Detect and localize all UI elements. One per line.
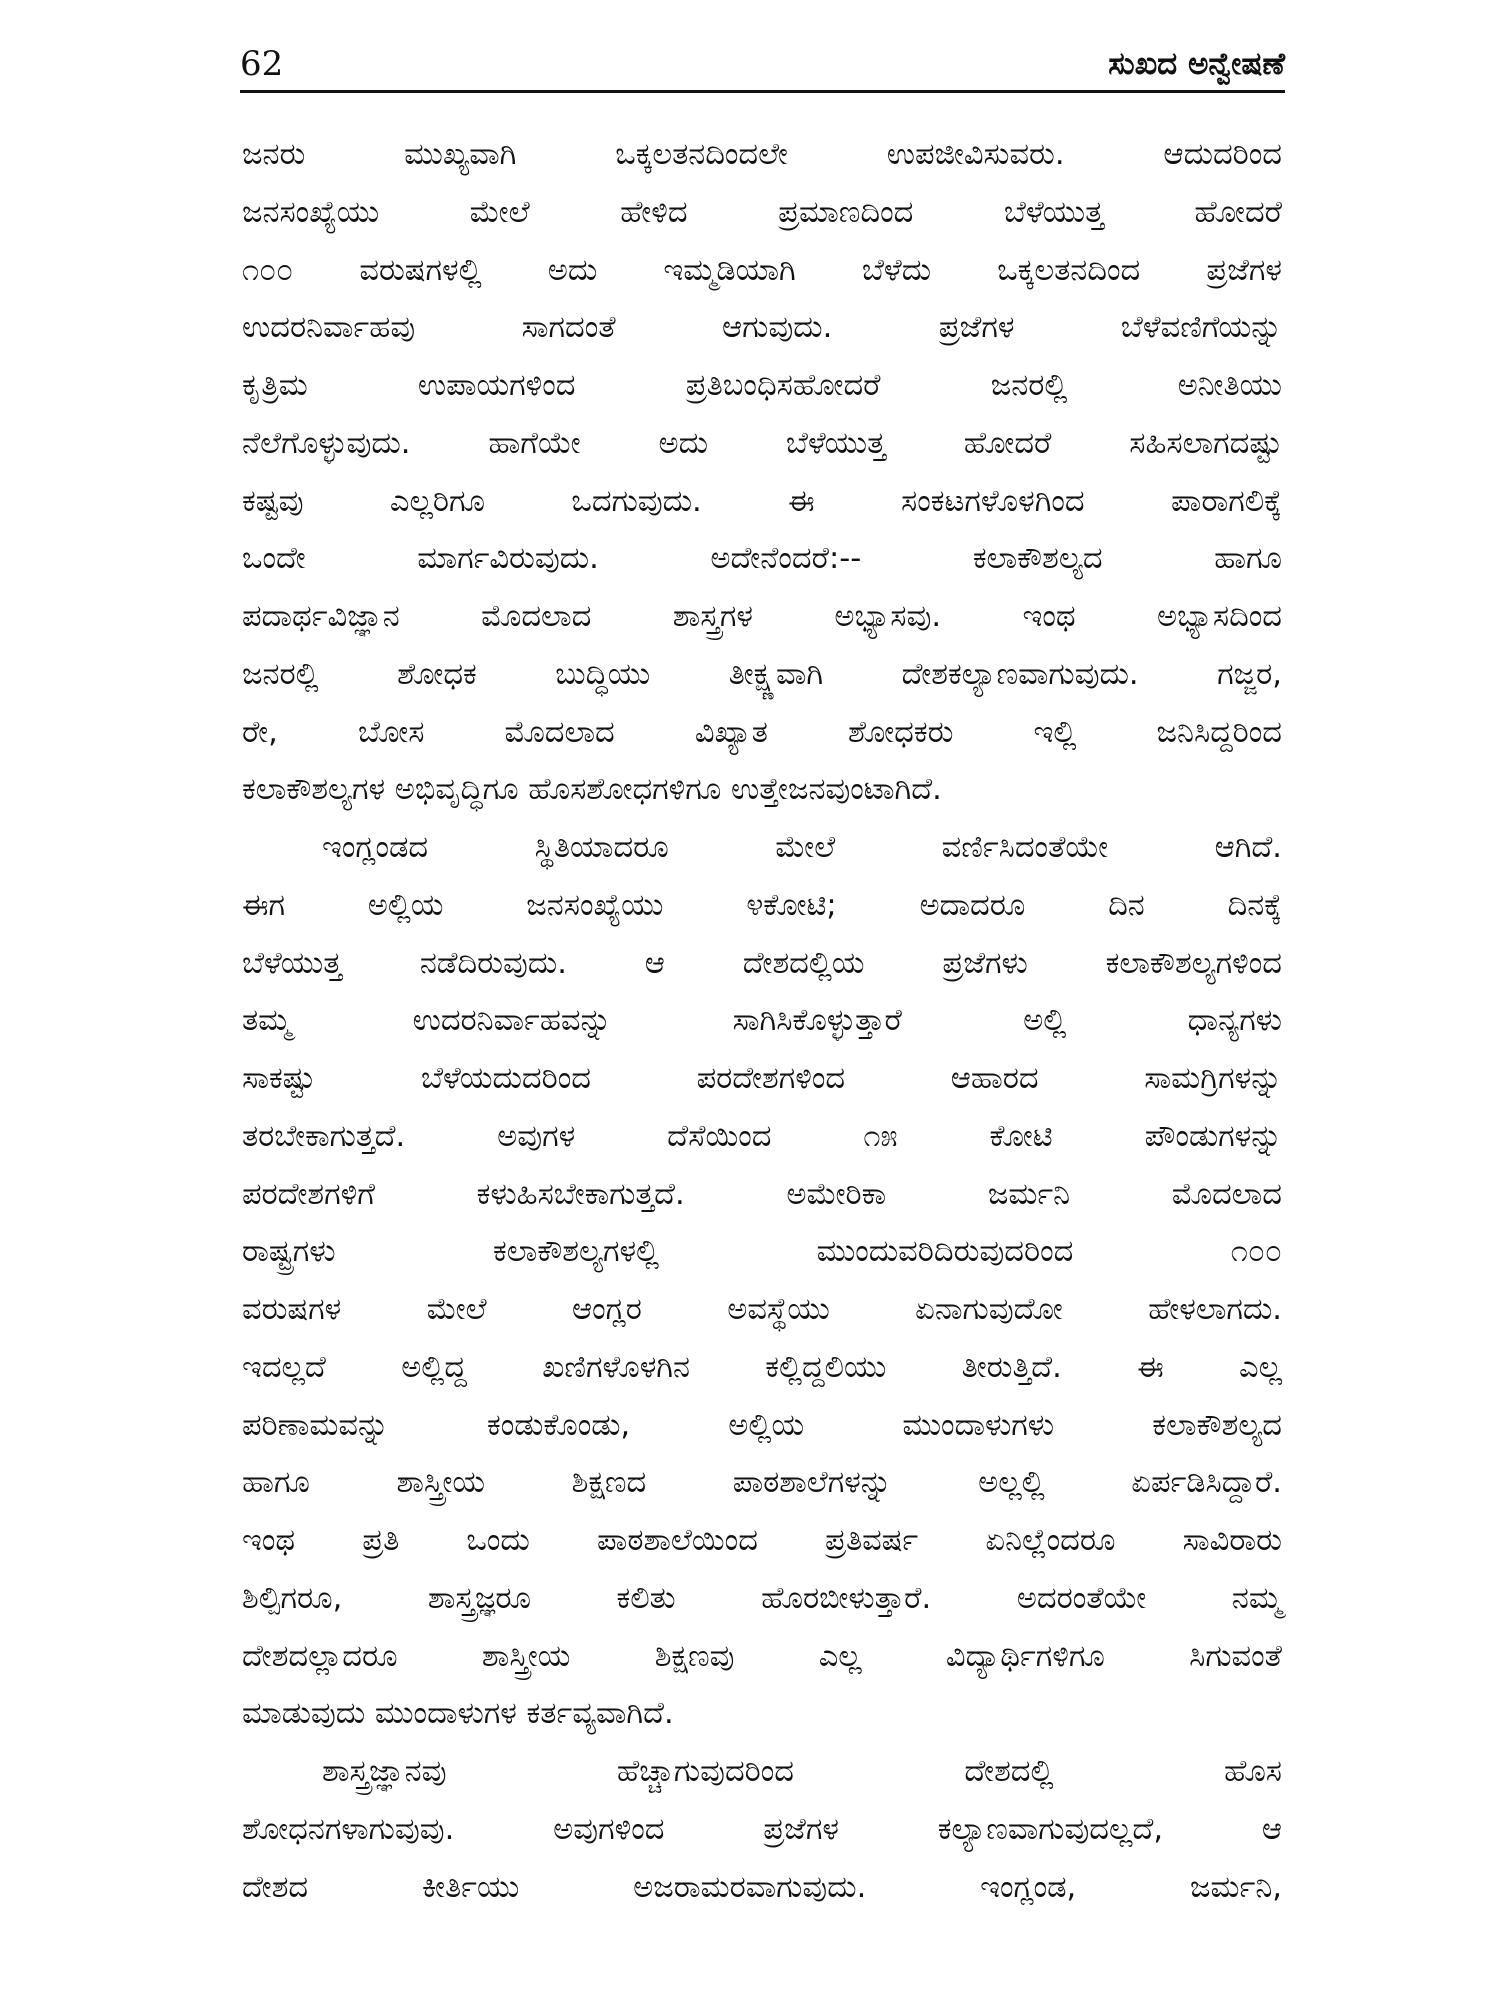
paragraph-first-line: ಶಾಸ್ತ್ರಜ್ಞಾನವು ಹೆಚ್ಚಾಗುವುದರಿಂದ ದೇಶದಲ್ಲಿ ಹೊಸ: [322, 1754, 1282, 1789]
body-text: [242, 126, 1282, 1916]
text-line: ಉದರನಿರ್ವಾಹವು ಸಾಗದಂತೆ ಆಗುವುದು. ಪ್ರಜೆಗಳ ಬೆಳೆವಣಿಗೆಯನ್ನು: [242, 310, 1282, 346]
text-line: ಬೆಳೆಯುತ್ತ ನಡೆದಿರುವುದು. ಆ ದೇಶದಲ್ಲಿಯ ಪ್ರಜೆಗಳು ಕಲಾಕೌಶಲ್ಯಗಳಿಂದ: [242, 945, 1282, 981]
paragraph-first-line: ಇಂಗ್ಲಂಡದ ಸ್ಥಿತಿಯಾದರೂ ಮೇಲೆ ವರ್ಣಿಸಿದಂತೆಯೇ ಆಗಿದೆ.: [322, 830, 1282, 865]
text-line: ಕೃತ್ರಿಮ ಉಪಾಯಗಳಿಂದ ಪ್ರತಿಬಂಧಿಸಹೋದರೆ ಜನರಲ್ಲಿ ಅನೀತಿಯು: [242, 368, 1282, 403]
text-line: ಪರದೇಶಗಳಿಗೆ ಕಳುಹಿಸಬೇಕಾಗುತ್ತದೆ. ಅಮೇರಿಕಾ ಜರ್ಮನಿ ಮೊದಲಾದ: [242, 1176, 1282, 1212]
text-line: ಹಾಗೂ ಶಾಸ್ತ್ರೀಯ ಶಿಕ್ಷಣದ ಪಾಠಶಾಲೆಗಳನ್ನು ಅಲ್ಲಲ್ಲಿ ಏರ್ಪಡಿಸಿದ್ದಾರೆ.: [242, 1465, 1282, 1501]
text-line: ಇದಲ್ಲದೆ ಅಲ್ಲಿದ್ದ ಖಣಿಗಳೊಳಗಿನ ಕಲ್ಲಿದ್ದಲಿಯು ತೀರುತ್ತಿದೆ. ಈ ಎಲ್ಲ: [242, 1349, 1282, 1385]
text-line: ಇಂಥ ಪ್ರತಿ ಒಂದು ಪಾಠಶಾಲೆಯಿಂದ ಪ್ರತಿವರ್ಷ ಏನಿಲ್ಲೆಂದರೂ ಸಾವಿರಾರು: [242, 1523, 1282, 1558]
text-line: ಮಾಡುವುದು ಮುಂದಾಳುಗಳ ಕರ್ತವ್ಯವಾಗಿದೆ.: [242, 1696, 674, 1732]
text-line: ಒಂದೇ ಮಾರ್ಗವಿರುವುದು. ಅದೇನೆಂದರೆ:-- ಕಲಾಕೌಶಲ್ಯದ ಹಾಗೂ: [242, 541, 1282, 577]
text-line: ಕಷ್ಟವು ಎಲ್ಲರಿಗೂ ಒದಗುವುದು. ಈ ಸಂಕಟಗಳೊಳಗಿಂದ ಪಾರಾಗಲಿಕ್ಕೆ: [242, 483, 1282, 519]
text-line: ರೇ, ಬೋಸ ಮೊದಲಾದ ವಿಖ್ಯಾತ ಶೋಧಕರು ಇಲ್ಲಿ ಜನಿಸಿದ್ದರಿಂದ: [242, 714, 1282, 750]
text-line: ದೇಶದ ಕೀರ್ತಿಯು ಅಜರಾಮರವಾಗುವುದು. ಇಂಗ್ಲಂಡ, ಜರ್ಮನಿ,: [242, 1869, 1282, 1905]
text-line: ರಾಷ್ಟ್ರಗಳು ಕಲಾಕೌಶಲ್ಯಗಳಲ್ಲಿ ಮುಂದುವರಿದಿರುವುದರಿಂದ ೧೦೦: [242, 1234, 1282, 1270]
text-line: ಶೋಧನಗಳಾಗುವುವು. ಅವುಗಳಿಂದ ಪ್ರಜೆಗಳ ಕಲ್ಯಾಣವಾಗುವುದಲ್ಲದೆ, ಆ: [242, 1811, 1282, 1847]
text-line: ಸಾಕಷ್ಟು ಬೆಳೆಯದುದರಿಂದ ಪರದೇಶಗಳಿಂದ ಆಹಾರದ ಸಾಮಗ್ರಿಗಳನ್ನು: [242, 1061, 1282, 1096]
text-line: ನೆಲೆಗೊಳ್ಳುವುದು. ಹಾಗೆಯೇ ಅದು ಬೆಳೆಯುತ್ತ ಹೋದರೆ ಸಹಿಸಲಾಗದಷ್ಟು: [242, 425, 1282, 461]
running-header: [240, 40, 1285, 90]
header-rule: [240, 90, 1285, 93]
page-number: 62: [240, 44, 284, 84]
text-line: ಪರಿಣಾಮವನ್ನು ಕಂಡುಕೊಂಡು, ಅಲ್ಲಿಯ ಮುಂದಾಳುಗಳು ಕಲಾಕೌಶಲ್ಯದ: [242, 1407, 1282, 1443]
text-line: ಈಗ ಅಲ್ಲಿಯ ಜನಸಂಖ್ಯೆಯು ೪ಕೋಟಿ; ಅದಾದರೂ ದಿನ ದಿನಕ್ಕೆ: [242, 887, 1282, 923]
text-line: ತರಬೇಕಾಗುತ್ತದೆ. ಅವುಗಳ ದೆಸೆಯಿಂದ ೧೫ ಕೋಟಿ ಪೌಂಡುಗಳನ್ನು: [242, 1118, 1282, 1154]
text-line: ಕಲಾಕೌಶಲ್ಯಗಳ ಅಭಿವೃದ್ಧಿಗೂ ಹೊಸಶೋಧಗಳಿಗೂ ಉತ್ತೇಜನವುಂಟಾಗಿದೆ.: [242, 772, 942, 808]
text-line: ಜನರಲ್ಲಿ ಶೋಧಕ ಬುದ್ಧಿಯು ತೀಕ್ಷ್ಣವಾಗಿ ದೇಶಕಲ್ಯಾಣವಾಗುವುದು. ಗಜ್ಜರ,: [242, 656, 1282, 692]
text-line: ಜನಸಂಖ್ಯೆಯು ಮೇಲೆ ಹೇಳಿದ ಪ್ರಮಾಣದಿಂದ ಬೆಳೆಯುತ್ತ ಹೋದರೆ: [242, 194, 1282, 230]
text-line: ತಮ್ಮ ಉದರನಿರ್ವಾಹವನ್ನು ಸಾಗಿಸಿಕೊಳ್ಳುತ್ತಾರೆ ಅಲ್ಲಿ ಧಾನ್ಯಗಳು: [242, 1003, 1282, 1039]
text-line: ದೇಶದಲ್ಲಾದರೂ ಶಾಸ್ತ್ರೀಯ ಶಿಕ್ಷಣವು ಎಲ್ಲ ವಿದ್ಯಾರ್ಥಿಗಳಿಗೂ ಸಿಗುವಂತೆ: [242, 1638, 1282, 1674]
text-line: ಪದಾರ್ಥವಿಜ್ಞಾನ ಮೊದಲಾದ ಶಾಸ್ತ್ರಗಳ ಅಭ್ಯಾಸವು. ಇಂಥ ಅಭ್ಯಾಸದಿಂದ: [242, 599, 1282, 634]
text-line: ವರುಷಗಳ ಮೇಲೆ ಆಂಗ್ಲರ ಅವಸ್ಥೆಯು ಏನಾಗುವುದೋ ಹೇಳಲಾಗದು.: [242, 1292, 1282, 1327]
text-line: ೧೦೦ ವರುಷಗಳಲ್ಲಿ ಅದು ಇಮ್ಮಡಿಯಾಗಿ ಬೆಳೆದು ಒಕ್ಕಲತನದಿಂದ ಪ್ರಜೆಗಳ: [242, 252, 1282, 288]
text-line: ಜನರು ಮುಖ್ಯವಾಗಿ ಒಕ್ಕಲತನದಿಂದಲೇ ಉಪಜೀವಿಸುವರು. ಆದುದರಿಂದ: [242, 137, 1282, 172]
text-line: ಶಿಲ್ಪಿಗರೂ, ಶಾಸ್ತ್ರಜ್ಞರೂ ಕಲಿತು ಹೊರಬೀಳುತ್ತಾರೆ. ಅದರಂತೆಯೇ ನಮ್ಮ: [242, 1580, 1282, 1616]
book-title: ಸುಖದ ಅನ್ವೇಷಣೆ: [1108, 46, 1285, 82]
